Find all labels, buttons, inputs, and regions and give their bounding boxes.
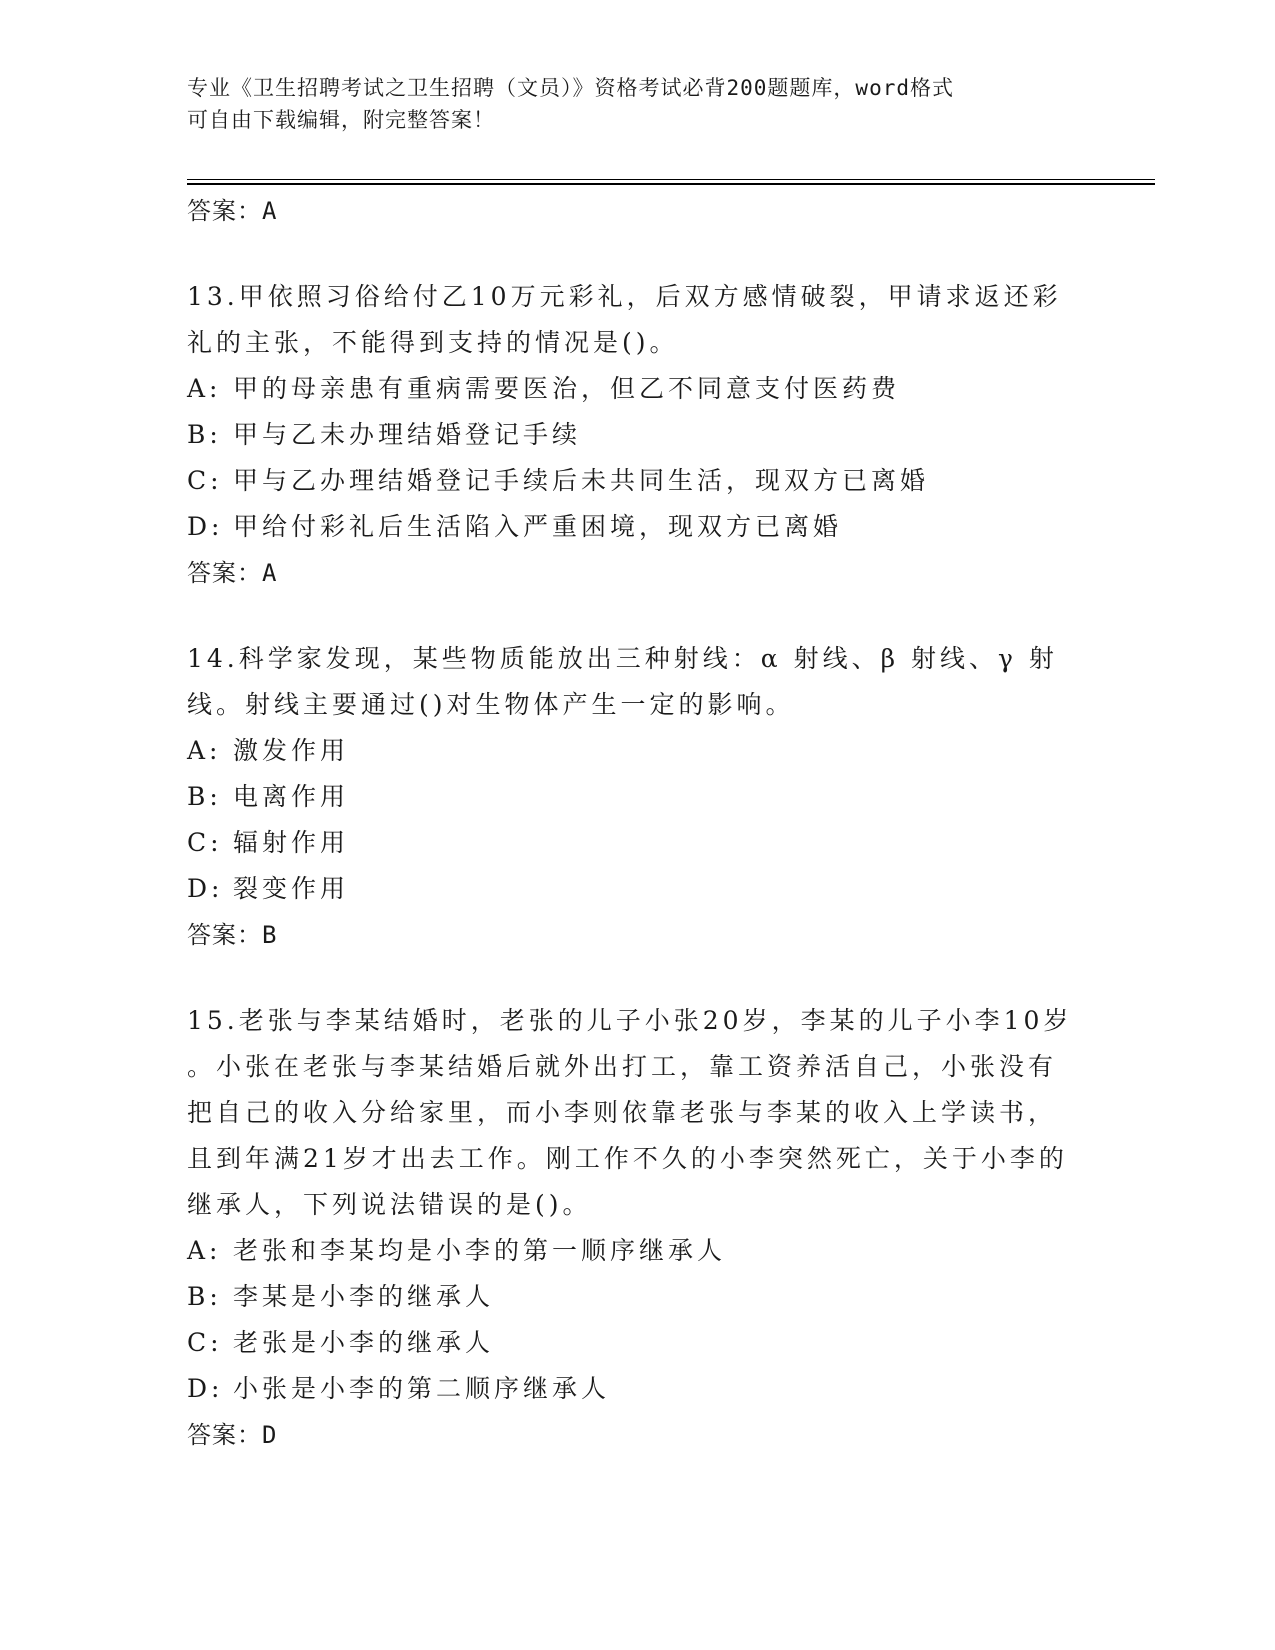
question-stem (187, 636, 1087, 728)
header-rule-thin (187, 179, 1155, 180)
question-stem (187, 274, 1087, 366)
option-c (187, 458, 1087, 504)
option-text: 小张是小李的第二顺序继承人 (233, 1374, 611, 1403)
option-letter: C: (187, 466, 223, 495)
question-15 (187, 998, 1087, 1458)
option-text: 辐射作用 (233, 828, 350, 857)
option-text: 激发作用 (233, 736, 350, 765)
option-a (187, 366, 1087, 412)
stem-line: 15.老张与李某结婚时，老张的儿子小张20岁，李某的儿子小李10岁 (187, 1006, 1073, 1035)
option-letter: B: (187, 1282, 222, 1311)
stem-line: 继承人，下列说法错误的是()。 (187, 1190, 592, 1219)
option-d (187, 1366, 1087, 1412)
stem-line: 线。射线主要通过()对生物体产生一定的影响。 (187, 690, 795, 719)
option-text: 电离作用 (233, 782, 350, 811)
option-a (187, 728, 1087, 774)
option-letter: A: (187, 1236, 222, 1265)
option-d (187, 504, 1087, 550)
option-letter: C: (187, 1328, 223, 1357)
option-text: 甲与乙办理结婚登记手续后未共同生活，现双方已离婚 (233, 466, 930, 495)
option-letter: D: (187, 1374, 224, 1403)
answer-12: 答案：A (187, 197, 278, 225)
option-text: 甲与乙未办理结婚登记手续 (233, 420, 582, 449)
stem-line: 13.甲依照习俗给付乙10万元彩礼，后双方感情破裂，甲请求返还彩 (187, 282, 1062, 311)
question-13 (187, 274, 1087, 596)
option-text: 老张是小李的继承人 (233, 1328, 495, 1357)
header-line-1: 专业《卫生招聘考试之卫生招聘（文员）》资格考试必背200题题库，word格式 (187, 76, 954, 100)
option-d (187, 866, 1087, 912)
stem-line: 把自己的收入分给家里，而小李则依靠老张与李某的收入上学读书， (187, 1098, 1058, 1127)
option-letter: D: (187, 512, 224, 541)
question-14 (187, 636, 1087, 958)
option-text: 老张和李某均是小李的第一顺序继承人 (233, 1236, 727, 1265)
header-line-2: 可自由下载编辑，附完整答案！ (187, 108, 495, 132)
answer-15: 答案：D (187, 1421, 278, 1449)
option-a (187, 1228, 1087, 1274)
option-c (187, 820, 1087, 866)
option-letter: B: (187, 420, 222, 449)
option-b (187, 412, 1087, 458)
document-header (187, 72, 1087, 136)
answer-14: 答案：B (187, 921, 278, 949)
question-stem (187, 998, 1087, 1228)
document-body (187, 188, 1087, 1458)
option-text: 甲给付彩礼后生活陷入严重困境，现双方已离婚 (233, 512, 843, 541)
stem-line: 礼的主张，不能得到支持的情况是()。 (187, 328, 679, 357)
header-rule-thick (187, 183, 1155, 185)
option-text: 甲的母亲患有重病需要医治，但乙不同意支付医药费 (233, 374, 901, 403)
stem-line: 14.科学家发现，某些物质能放出三种射线：α 射线、β 射线、γ 射 (187, 644, 1058, 673)
option-text: 李某是小李的继承人 (233, 1282, 495, 1311)
answer-13: 答案：A (187, 559, 278, 587)
option-b (187, 1274, 1087, 1320)
stem-line: 且到年满21岁才出去工作。刚工作不久的小李突然死亡，关于小李的 (187, 1144, 1068, 1173)
option-c (187, 1320, 1087, 1366)
stem-line: 。小张在老张与李某结婚后就外出打工，靠工资养活自己，小张没有 (187, 1052, 1058, 1081)
option-letter: D: (187, 874, 224, 903)
option-letter: A: (187, 736, 222, 765)
option-letter: A: (187, 374, 222, 403)
option-b (187, 774, 1087, 820)
option-letter: C: (187, 828, 223, 857)
option-letter: B: (187, 782, 222, 811)
option-text: 裂变作用 (233, 874, 350, 903)
